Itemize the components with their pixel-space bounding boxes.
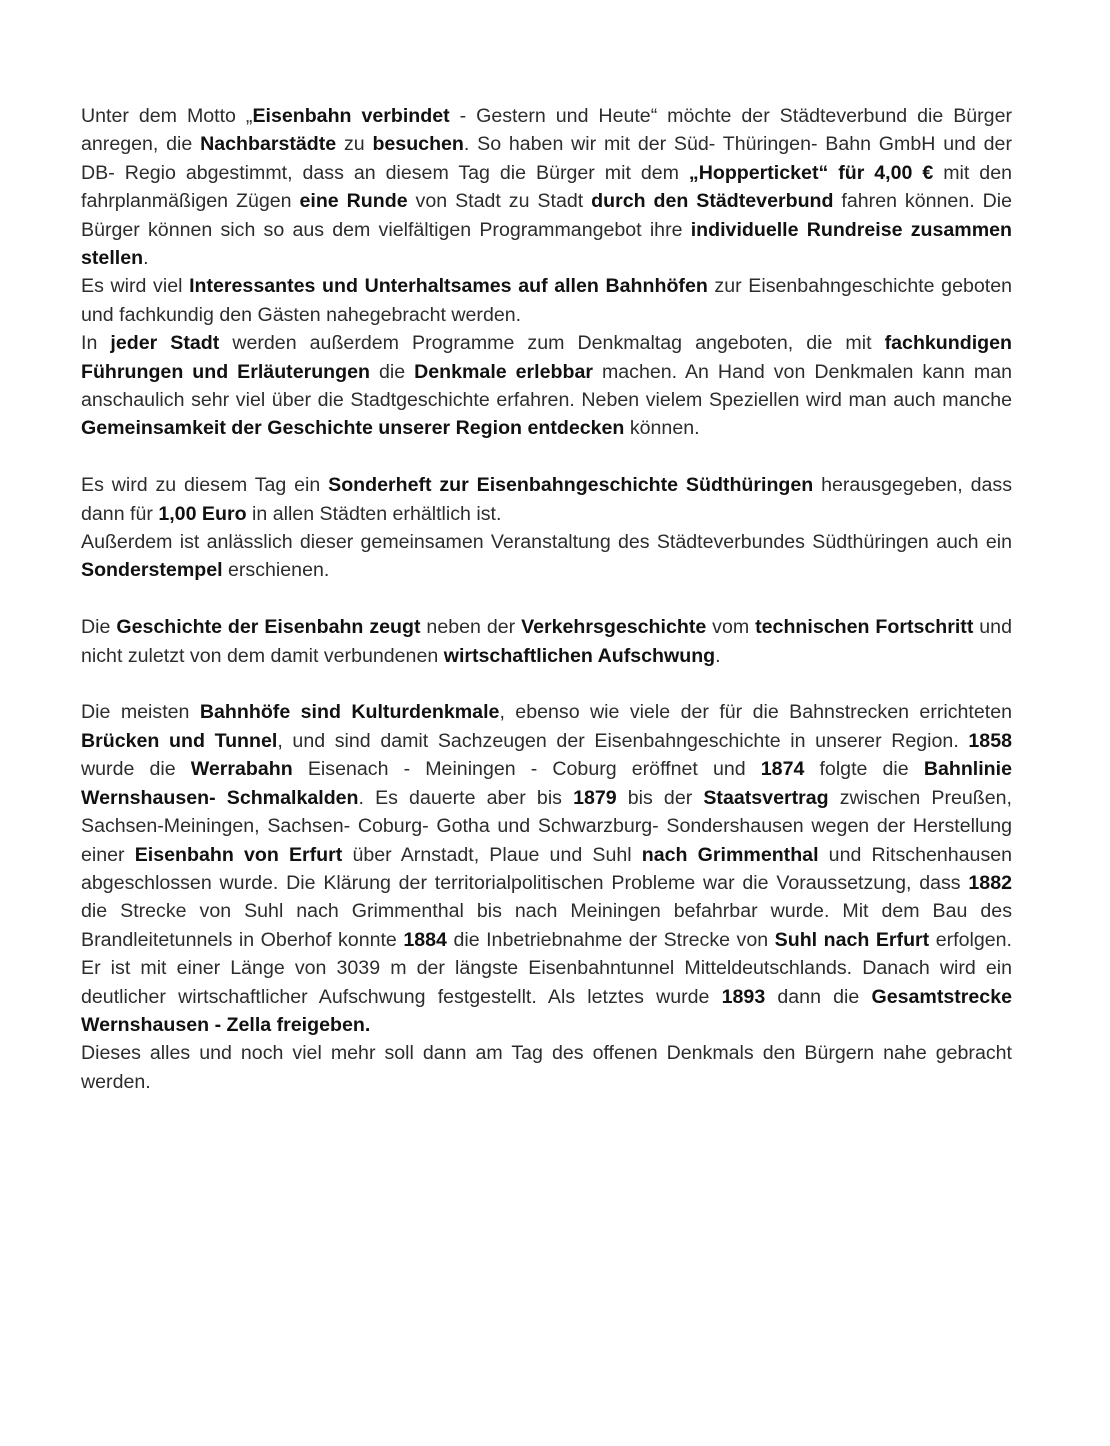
text-run: wurde die <box>81 758 191 781</box>
text-run: folgte die <box>804 758 924 781</box>
paragraph-spacer <box>81 443 1012 471</box>
text-run: neben der <box>420 616 522 639</box>
bold-text-run: Eisenbahn von Erfurt <box>134 843 343 866</box>
bold-text-run: nach Grimmenthal <box>641 843 819 866</box>
paragraph-kulturdenkmale <box>81 698 1012 1039</box>
bold-text-run: Gemeinsamkeit der Geschichte unserer Region entdecken <box>81 417 625 440</box>
bold-text-run: 1884 <box>403 928 447 951</box>
text-run: . <box>715 644 721 667</box>
text-run: können. <box>624 417 700 440</box>
bold-text-run: Interessantes und Unterhaltsames auf allen Bahnhöfen <box>189 275 708 298</box>
text-run: dann die <box>765 985 872 1008</box>
bold-text-run: fachkundigen Führungen und Erläuterungen <box>81 332 1012 383</box>
bold-text-run: Eisenbahn verbindet <box>252 105 450 127</box>
paragraph-sonderstempel <box>81 528 1012 585</box>
text-run: In <box>81 332 111 355</box>
text-run: und nicht zuletzt von dem damit verbundenen <box>81 616 1012 667</box>
text-run: mit den fahrplanmäßigen Zügen <box>81 161 1012 213</box>
bold-text-run: eine Runde <box>299 190 408 213</box>
paragraph-spacer <box>81 670 1012 698</box>
text-run: Die meisten <box>81 701 200 724</box>
bold-text-run: 1,00 Euro <box>158 502 247 525</box>
bold-text-run: Denkmale erlebbar <box>414 360 593 383</box>
text-run: fahren können. Die Bürger können sich so aus dem vielfältigen Programmangebot ihre <box>81 190 1013 241</box>
text-run: Außerdem ist anlässlich dieser gemeinsamen Veranstaltung des Städteverbundes Südthüringen auch ein <box>81 531 1012 554</box>
text-run: . <box>143 247 149 270</box>
document-page <box>81 102 1012 1096</box>
bold-text-run: 1882 <box>968 871 1012 894</box>
text-run: , ebenso wie viele der für die Bahnstrecken errichteten <box>499 701 1012 724</box>
bold-text-run: Staatsvertrag <box>703 786 829 809</box>
bold-text-run: Sonderstempel <box>81 559 223 582</box>
text-run: Es wird viel <box>81 275 190 298</box>
text-run: herausgegeben, dass dann für <box>81 474 1012 525</box>
bold-text-run: jeder Stadt <box>110 332 220 355</box>
text-run: von Stadt zu Stadt <box>407 190 592 213</box>
text-run: zur Eisenbahngeschichte geboten und fachkundig den Gästen nahegebracht werden. <box>81 275 1013 326</box>
text-run: erfolgen. Er ist mit einer Länge von 3039 m der längste Eisenbahntunnel Mitteldeutschlands. Danach wird ein deutlicher wirtschaftlicher Aufschwung festgestellt. Als letztes wurde <box>81 928 1012 1008</box>
bold-text-run: 1874 <box>760 758 805 781</box>
text-run: werden außerdem Programme zum Denkmaltag angeboten, die mit <box>219 332 885 355</box>
bold-text-run: Werrabahn <box>190 758 293 781</box>
text-run: Unter dem Motto „ <box>81 105 253 127</box>
bold-text-run: Verkehrsgeschichte <box>521 616 707 639</box>
bold-text-run: Nachbarstädte <box>200 133 337 156</box>
bold-text-run: 1893 <box>721 985 766 1008</box>
text-run: die Inbetriebnahme der Strecke von <box>446 928 775 951</box>
paragraph-spacer <box>81 585 1012 613</box>
bold-text-run: Bahnhöfe sind Kulturdenkmale <box>199 701 500 724</box>
text-run: Es wird zu diesem Tag ein <box>81 474 329 497</box>
text-run: die <box>369 360 415 383</box>
text-run: über Arnstadt, Plaue und Suhl <box>342 843 642 866</box>
bold-text-run: Gesamtstrecke Wernshausen - Zella freigeben. <box>81 985 1012 1036</box>
text-run: bis der <box>616 786 704 809</box>
text-run: zwischen Preußen, Sachsen-Meiningen, Sachsen- Coburg- Gotha und Schwarzburg- Sondershausen wegen der Herstellung einer <box>81 786 1012 866</box>
bold-text-run: „Hopperticket“ für 4,00 € <box>688 161 934 184</box>
text-run: . Es dauerte aber bis <box>358 786 574 809</box>
text-run: zu <box>336 133 373 156</box>
bold-text-run: 1858 <box>968 729 1012 752</box>
bold-text-run: Suhl nach Erfurt <box>774 928 930 951</box>
paragraph-sonderheft <box>81 471 1012 528</box>
paragraph-geschichte <box>81 613 1012 670</box>
text-run: vom <box>706 616 756 639</box>
text-run: die Strecke von Suhl nach Grimmenthal bis nach Meiningen befahrbar wurde. Mit dem Bau des Brandleitetunnels in Oberhof konnte <box>81 900 1012 951</box>
text-run: und Ritschenhausen abgeschlossen wurde. Die Klärung der territorialpolitischen Probleme war die Voraussetzung, dass <box>81 843 1013 894</box>
bold-text-run: 1879 <box>573 786 617 809</box>
text-run: Die <box>81 616 117 639</box>
bold-text-run: wirtschaftlichen Aufschwung <box>443 644 716 667</box>
bold-text-run: besuchen <box>372 133 464 156</box>
text-run: machen. An Hand von Denkmalen kann man anschaulich sehr viel über die Stadtgeschichte erfahren. Neben vielem Speziellen wird man auch manche <box>81 360 1012 412</box>
bold-text-run: individuelle Rundreise zusammen stellen <box>81 218 1012 270</box>
bold-text-run: Bahnlinie Wernshausen- Schmalkalden <box>81 758 1012 809</box>
text-run: Dieses alles und noch viel mehr soll dann am Tag des offenen Denkmals den Bürgern nahe gebracht werden. <box>81 1042 1012 1093</box>
text-run: Eisenach - Meiningen - Coburg eröffnet und <box>292 758 761 781</box>
bold-text-run: Sonderheft zur Eisenbahngeschichte Südthüringen <box>328 474 814 497</box>
paragraph-staedte-programm <box>81 329 1012 443</box>
bold-text-run: technischen Fortschritt <box>755 616 974 639</box>
paragraph-abschluss <box>81 1039 1012 1096</box>
bold-text-run: durch den Städteverbund <box>591 190 834 213</box>
bold-text-run: Geschichte der Eisenbahn zeugt <box>116 616 421 639</box>
paragraph-motto <box>81 102 1012 272</box>
text-run: - Gestern und Heute“ möchte der Städteverbund die Bürger anregen, die <box>81 105 1013 156</box>
text-run: . So haben wir mit der Süd- Thüringen- Bahn GmbH und der DB- Regio abgestimmt, dass an diesem Tag die Bürger mit dem <box>81 133 1012 184</box>
paragraph-bahnhoefe <box>81 272 1012 329</box>
text-run: , und sind damit Sachzeugen der Eisenbahngeschichte in unserer Region. <box>277 729 969 752</box>
text-run: in allen Städten erhältlich ist. <box>246 502 502 525</box>
text-run: erschienen. <box>222 559 330 582</box>
bold-text-run: Brücken und Tunnel <box>81 729 278 752</box>
